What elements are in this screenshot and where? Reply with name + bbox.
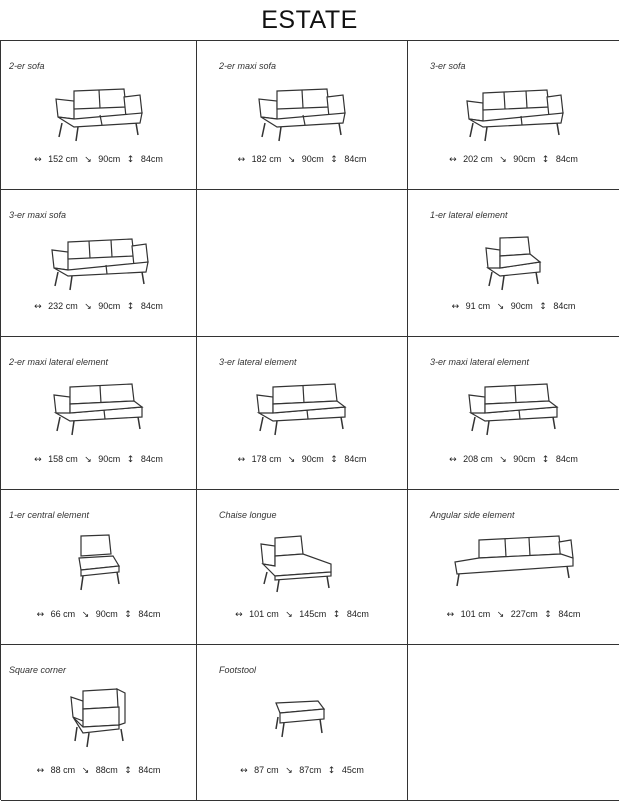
width-value: 182 cm [251,154,282,164]
dimensions [1,454,196,465]
product-drawing [197,375,407,445]
product-grid [0,40,619,800]
dimensions [197,454,407,465]
height-value: 84cm [138,609,161,619]
width-value: 208 cm [463,454,493,464]
depth-value: 145cm [299,609,327,619]
product-name: 3-er maxi sofa [9,210,67,220]
product-drawing [1,79,196,149]
empty-cell [408,645,619,801]
product-name: Square corner [9,665,67,675]
depth-value: 227cm [510,609,538,619]
width-value: 158 cm [48,454,78,464]
left-right-arrow-icon: ↔ [235,610,243,620]
product-name: 3-er lateral element [219,357,297,367]
dimensions [408,609,619,620]
height-value: 84cm [558,609,581,619]
product-name: 1-er lateral element [430,210,508,220]
up-down-arrow-icon: ↕ [124,766,132,776]
diagonal-arrow-icon: ↘ [84,155,92,165]
diagonal-arrow-icon: ↘ [84,302,92,312]
product-cell [408,337,619,490]
height-value: 84cm [555,154,578,164]
diagonal-arrow-icon: ↘ [287,455,296,465]
diagonal-arrow-icon: ↘ [81,766,90,776]
product-cell [1,490,197,645]
product-drawing [408,228,619,298]
diagonal-arrow-icon: ↘ [496,302,505,312]
dimensions [1,154,196,165]
product-name: Footstool [219,665,257,675]
left-right-arrow-icon: ↔ [240,766,248,776]
product-drawing [197,528,407,598]
product-drawing [197,683,407,753]
height-value: 84cm [555,454,578,464]
width-value: 152 cm [48,154,78,164]
up-down-arrow-icon: ↕ [327,766,336,776]
up-down-arrow-icon: ↕ [541,155,550,165]
height-value: 84cm [140,454,163,464]
left-right-arrow-icon: ↔ [446,610,455,620]
product-name: 1-er central element [9,510,90,520]
diagonal-arrow-icon: ↘ [287,155,296,165]
left-right-arrow-icon: ↔ [36,766,45,776]
product-name: Angular side element [430,510,515,520]
height-value: 84cm [140,154,163,164]
width-value: 232 cm [48,301,78,311]
diagonal-arrow-icon: ↘ [496,610,505,620]
depth-value: 90cm [98,301,121,311]
dimensions [1,301,196,312]
depth-value: 90cm [95,609,118,619]
depth-value: 90cm [301,454,324,464]
product-name: 2-er maxi lateral element [9,357,109,367]
dimensions [408,454,619,465]
product-cell [1,337,197,490]
product-cell [408,41,619,190]
height-value: 84cm [344,454,367,464]
left-right-arrow-icon: ↔ [237,455,246,465]
left-right-arrow-icon: ↔ [34,302,42,312]
depth-value: 90cm [513,154,536,164]
diagonal-arrow-icon: ↘ [285,610,293,620]
product-cell [408,190,619,337]
up-down-arrow-icon: ↕ [126,155,135,165]
width-value: 101 cm [249,609,279,619]
left-right-arrow-icon: ↔ [451,302,460,312]
diagonal-arrow-icon: ↘ [81,610,90,620]
height-value: 84cm [140,301,163,311]
left-right-arrow-icon: ↔ [34,155,42,165]
depth-value: 90cm [98,154,121,164]
product-drawing [408,79,619,149]
depth-value: 90cm [98,454,121,464]
product-drawing [408,528,619,598]
left-right-arrow-icon: ↔ [237,155,246,165]
width-value: 88 cm [50,765,76,775]
dimensions [1,609,196,620]
up-down-arrow-icon: ↕ [330,455,338,465]
up-down-arrow-icon: ↕ [126,302,135,312]
empty-cell [197,190,408,337]
dimensions [197,765,407,776]
product-cell [1,190,197,337]
up-down-arrow-icon: ↕ [544,610,552,620]
up-down-arrow-icon: ↕ [541,455,550,465]
depth-value: 90cm [513,454,536,464]
depth-value: 87cm [299,765,322,775]
product-cell [197,645,408,801]
left-right-arrow-icon: ↔ [36,610,45,620]
depth-value: 90cm [510,301,533,311]
diagonal-arrow-icon: ↘ [285,766,293,776]
dimensions [1,765,196,776]
product-name: 2-er sofa [9,61,45,71]
width-value: 178 cm [251,454,282,464]
dimensions [197,154,407,165]
depth-value: 88cm [95,765,118,775]
up-down-arrow-icon: ↕ [124,610,132,620]
product-drawing [1,528,196,598]
product-drawing [1,375,196,445]
product-name: 3-er maxi lateral element [430,357,530,367]
diagonal-arrow-icon: ↘ [499,155,507,165]
product-cell [408,490,619,645]
dimensions [408,301,619,312]
height-value: 84cm [346,609,369,619]
dimensions [408,154,619,165]
left-right-arrow-icon: ↔ [449,455,457,465]
product-drawing [197,79,407,149]
diagonal-arrow-icon: ↘ [499,455,507,465]
left-right-arrow-icon: ↔ [34,455,42,465]
product-drawing [1,228,196,298]
left-right-arrow-icon: ↔ [449,155,457,165]
product-name: 2-er maxi sofa [219,61,277,71]
product-name: Chaise longue [219,510,277,520]
up-down-arrow-icon: ↕ [126,455,135,465]
up-down-arrow-icon: ↕ [330,155,338,165]
width-value: 66 cm [50,609,76,619]
product-cell [197,337,408,490]
height-value: 84cm [138,765,161,775]
height-value: 84cm [553,301,576,311]
page-title: ESTATE [261,6,358,34]
up-down-arrow-icon: ↕ [539,302,547,312]
product-cell [1,645,197,801]
width-value: 91 cm [465,301,491,311]
product-drawing [408,375,619,445]
diagonal-arrow-icon: ↘ [84,455,92,465]
product-name: 3-er sofa [430,61,466,71]
height-value: 45cm [341,765,364,775]
product-drawing [1,683,196,753]
width-value: 101 cm [460,609,491,619]
dimensions [197,609,407,620]
depth-value: 90cm [301,154,324,164]
up-down-arrow-icon: ↕ [332,610,341,620]
width-value: 87 cm [254,765,279,775]
width-value: 202 cm [463,154,493,164]
height-value: 84cm [344,154,367,164]
product-cell [1,41,197,190]
product-cell [197,41,408,190]
product-cell [197,490,408,645]
